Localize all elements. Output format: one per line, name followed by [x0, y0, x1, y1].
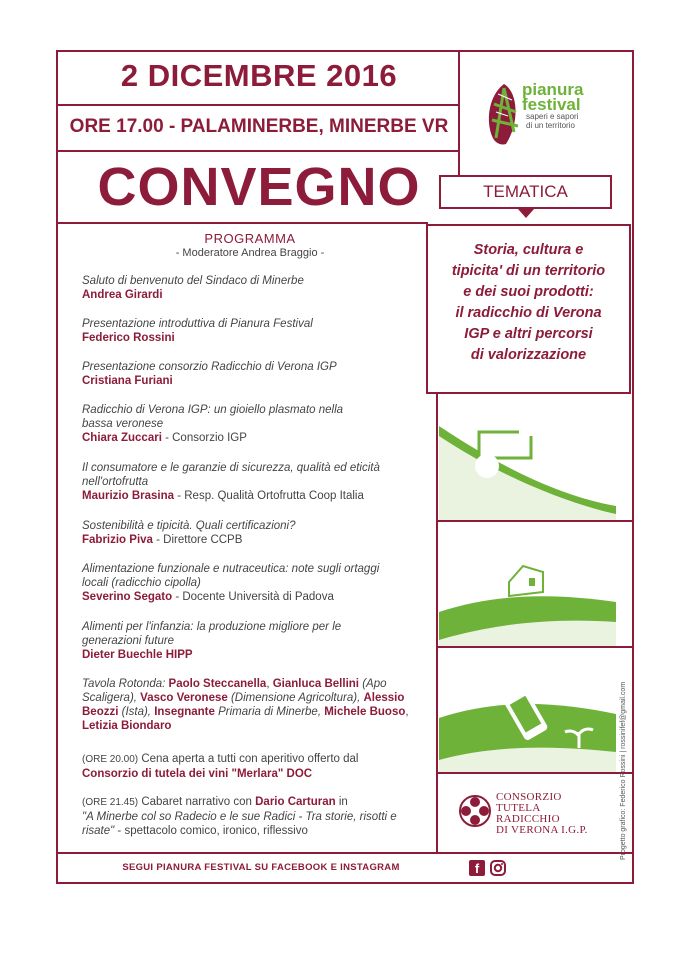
theme-box	[426, 224, 631, 394]
program-entry: Presentazione consorzio Radicchio di Verona IGP Cristiana Furiani	[82, 361, 337, 387]
theme-text: Storia, cultura e tipicita' di un territorio e dei suoi prodotti: il radicchio di Verona IGP e altri percorsi di valorizzazione	[451, 242, 606, 363]
logo-tagline: saperi e sapori di un territorio	[526, 112, 579, 130]
house-illustration	[439, 522, 616, 646]
title-divider	[56, 222, 428, 224]
page-title: CONVEGNO	[97, 157, 421, 217]
radicchio-leaf-icon	[486, 82, 522, 148]
program-entry: Sostenibilità e tipicità. Quali certificazioni? Fabrizio Piva - Direttore CCPB	[82, 520, 296, 546]
consorzio-logo	[456, 790, 626, 840]
tractor-illustration	[439, 396, 616, 520]
tematica-label: TEMATICA	[439, 175, 612, 209]
program-entry: Radicchio di Verona IGP: un gioiello plasmato nella bassa veronese Chiara Zuccari - Consorzio IGP	[82, 404, 344, 444]
program-entry: Alimenti per l'infanzia: la produzione migliore per le generazioni future Dieter Buechle HIPP	[82, 621, 342, 661]
program-moderator: - Moderatore Andrea Braggio -	[175, 247, 325, 259]
pianura-festival-logo	[486, 80, 606, 170]
footer-divider	[56, 852, 634, 854]
house-icon	[439, 522, 616, 646]
program-entry: Il consumatore e le garanzie di sicurezza, qualità ed eticità nell'ortofrutta Maurizio Brasina - Resp. Qualità Ortofrutta Coop Italia	[82, 462, 380, 502]
consorzio-text: CONSORZIO TUTELA RADICCHIO DI VERONA I.G.P.	[496, 791, 588, 836]
design-credit: Progetto grafico: Federico Rossini | rossinifef@gmail.com	[620, 681, 627, 860]
event-time-place: ORE 17.00 - PALAMINERBE, MINERBE VR	[69, 116, 449, 137]
date-divider	[56, 104, 460, 106]
facebook-icon[interactable]: f	[469, 860, 485, 876]
event-date: 2 DICEMBRE 2016	[120, 58, 398, 93]
instagram-icon[interactable]	[490, 860, 506, 876]
header-divider-vertical	[458, 50, 460, 175]
smartphone-illustration	[439, 648, 616, 772]
tematica-arrow-icon	[518, 209, 534, 218]
program-entry: Presentazione introduttiva di Pianura Festival Federico Rossini	[82, 318, 313, 344]
tavola-rotonda: Tavola Rotonda: Paolo Steccanella, Gianluca Bellini (Apo Scaligera), Vasco Veronese (Dimensione Agricoltura), Alessio Beozzi (Ista), Insegnante Primaria di Minerbe, Michele Buoso, Letizia Biondaro	[82, 678, 409, 732]
social-footer-text: SEGUI PIANURA FESTIVAL SU FACEBOOK E INSTAGRAM	[122, 862, 400, 873]
program-divider-vertical	[436, 394, 438, 854]
illus-divider-3	[437, 772, 634, 774]
smartphone-icon	[439, 648, 616, 772]
cena-entry: (ORE 20.00) Cena aperta a tutti con aperitivo offerto dal Consorzio di tutela dei vini "Merlara" DOC	[82, 753, 359, 780]
cabaret-entry: (ORE 21.45) Cabaret narrativo con Dario Carturan in "A Minerbe col so Radecio e le sue Radici - Tra storie, risotti e risate" - spettacolo comico, ironico, riflessivo	[82, 796, 397, 837]
time-divider	[56, 150, 460, 152]
program-entry: Alimentazione funzionale e nutraceutica: note sugli ortaggi locali (radicchio cipolla) Severino Segato - Docente Università di Padova	[82, 563, 380, 603]
logo-name: pianura festival	[522, 80, 584, 114]
tractor-icon	[439, 396, 616, 520]
program-entry: Saluto di benvenuto del Sindaco di Minerbe Andrea Girardi	[82, 275, 304, 301]
program-title: PROGRAMMA	[204, 231, 296, 246]
consorzio-emblem-icon	[458, 794, 492, 828]
